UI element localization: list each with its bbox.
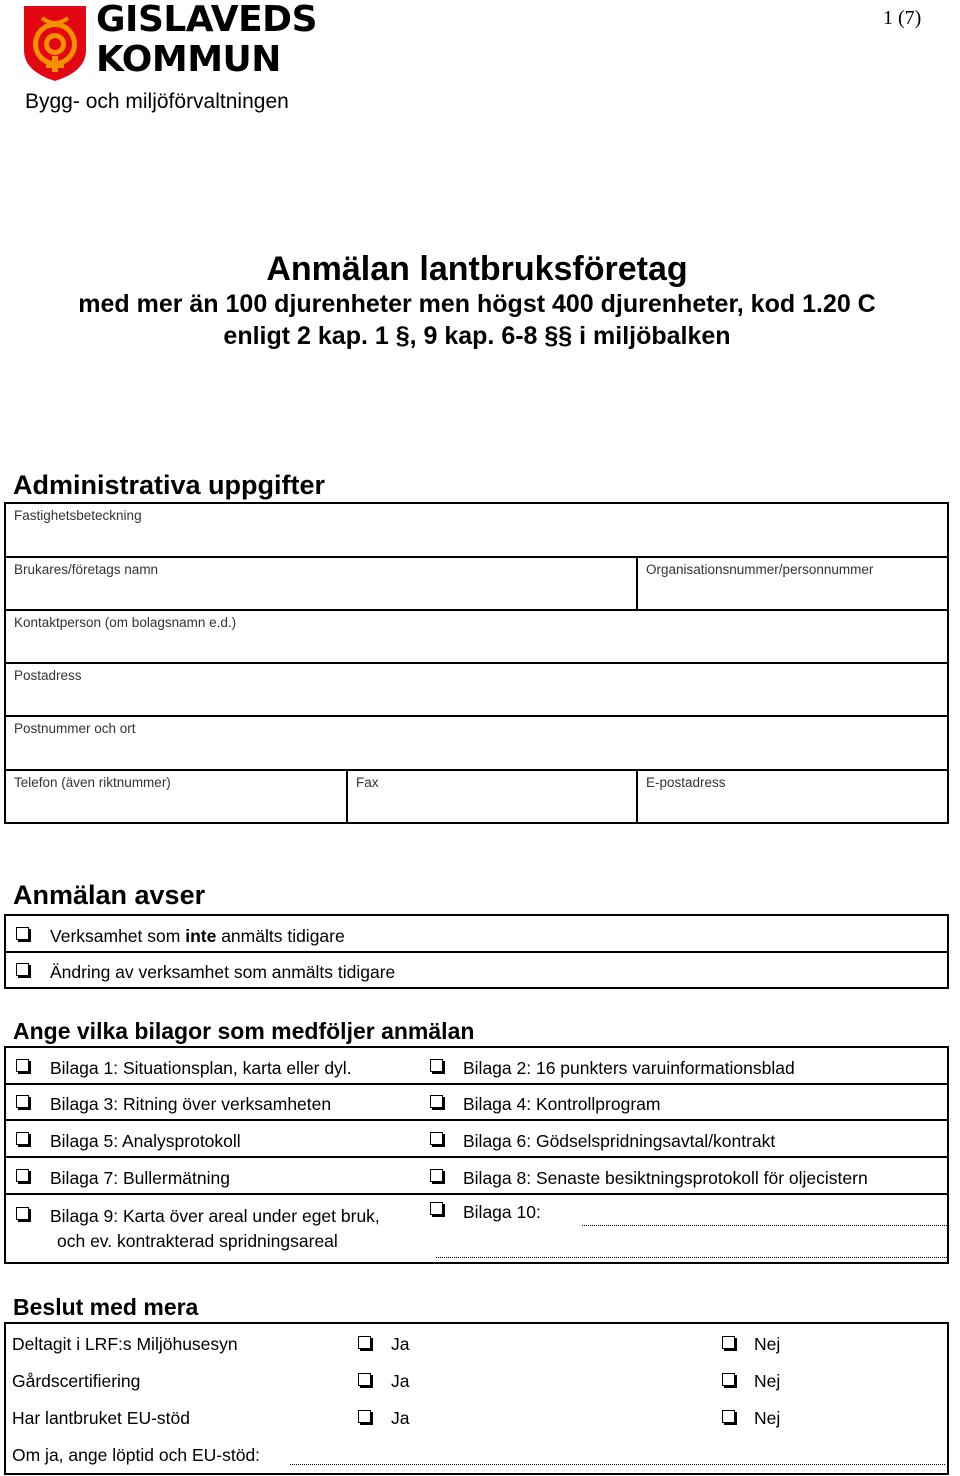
- logo-text-kommun: KOMMUN: [96, 39, 281, 80]
- checkbox-q1-nej[interactable]: [722, 1336, 735, 1349]
- beslut-q3-label: Har lantbruket EU-stöd: [12, 1408, 190, 1428]
- field-postadress[interactable]: [4, 662, 949, 717]
- bilagor-heading: Ange vilka bilagor som medföljer anmälan: [13, 1018, 475, 1044]
- bilaga-9-label-line2: och ev. kontrakterad spridningsareal: [57, 1231, 338, 1251]
- bilaga-5-label: Bilaga 5: Analysprotokoll: [50, 1131, 241, 1151]
- bilaga-row-4: [4, 1156, 949, 1195]
- checkbox-bilaga-3[interactable]: [16, 1095, 29, 1108]
- eu-stod-fill-line[interactable]: [290, 1464, 945, 1465]
- field-telefon[interactable]: [4, 769, 348, 824]
- field-label: E-postadress: [646, 775, 726, 790]
- municipality-logo: [22, 4, 88, 82]
- q1-nej-label: Nej: [754, 1334, 781, 1354]
- page-number: 1 (7): [883, 7, 922, 29]
- avser-row-1: [4, 914, 949, 953]
- bilaga-7-label: Bilaga 7: Bullermätning: [50, 1168, 230, 1188]
- bilaga-2-label: Bilaga 2: 16 punkters varuinformationsblad: [463, 1058, 795, 1078]
- field-label: Postnummer och ort: [14, 721, 136, 736]
- q1-ja-label: Ja: [391, 1334, 410, 1354]
- bilaga-4-label: Bilaga 4: Kontrollprogram: [463, 1094, 661, 1114]
- bilaga-9-label-line1: Bilaga 9: Karta över areal under eget bruk,: [50, 1206, 380, 1226]
- q3-nej-label: Nej: [754, 1408, 781, 1428]
- field-brukare-namn[interactable]: [4, 556, 638, 611]
- q2-ja-label: Ja: [391, 1371, 410, 1391]
- bilaga-row-2: [4, 1083, 949, 1121]
- field-epost[interactable]: [636, 769, 949, 824]
- option-andring-label: Ändring av verksamhet som anmälts tidigare: [50, 962, 396, 982]
- checkbox-bilaga-7[interactable]: [16, 1169, 29, 1182]
- logo-text-gislaveds: GISLAVEDS: [96, 0, 317, 40]
- beslut-q1-label: Deltagit i LRF:s Miljöhusesyn: [12, 1334, 238, 1354]
- checkbox-q2-nej[interactable]: [722, 1373, 735, 1386]
- form-subtitle-line2: enligt 2 kap. 1 §, 9 kap. 6-8 §§ i miljöbalken: [223, 322, 731, 350]
- field-label: Fax: [356, 775, 379, 790]
- checkbox-bilaga-10[interactable]: [430, 1202, 443, 1215]
- bilaga-1-label: Bilaga 1: Situationsplan, karta eller dyl.: [50, 1058, 352, 1078]
- bilaga-3-label: Bilaga 3: Ritning över verksamheten: [50, 1094, 332, 1114]
- bilaga-row-3: [4, 1119, 949, 1158]
- beslut-box: [4, 1322, 949, 1475]
- field-label: Postadress: [14, 668, 82, 683]
- beslut-q4-label: Om ja, ange löptid och EU-stöd:: [12, 1445, 261, 1465]
- checkbox-bilaga-8[interactable]: [430, 1169, 443, 1182]
- form-title: Anmälan lantbruksföretag: [266, 250, 688, 288]
- avser-heading: Anmälan avser: [13, 880, 206, 910]
- field-label: Kontaktperson (om bolagsnamn e.d.): [14, 615, 237, 630]
- field-label: Telefon (även riktnummer): [14, 775, 171, 790]
- checkbox-bilaga-6[interactable]: [430, 1132, 443, 1145]
- bilaga-8-label: Bilaga 8: Senaste besiktningsprotokoll för oljecistern: [463, 1168, 868, 1188]
- q3-ja-label: Ja: [391, 1408, 410, 1428]
- bilaga-row-5: [4, 1193, 949, 1264]
- department-name: Bygg- och miljöförvaltningen: [25, 90, 289, 113]
- checkbox-q3-ja[interactable]: [358, 1410, 371, 1423]
- checkbox-q1-ja[interactable]: [358, 1336, 371, 1349]
- checkbox-bilaga-9[interactable]: [16, 1207, 29, 1220]
- beslut-heading: Beslut med mera: [13, 1294, 199, 1320]
- form-subtitle-line1: med mer än 100 djurenheter men högst 400 djurenheter, kod 1.20 C: [78, 290, 876, 318]
- bilaga-row-1: [4, 1046, 949, 1085]
- checkbox-bilaga-4[interactable]: [430, 1095, 443, 1108]
- field-postnummer-ort[interactable]: [4, 715, 949, 771]
- bilaga-10-fill-line-1[interactable]: [582, 1225, 947, 1226]
- option-ny-verksamhet-label: Verksamhet som inte anmälts tidigare: [50, 926, 345, 946]
- checkbox-bilaga-5[interactable]: [16, 1132, 29, 1145]
- field-kontaktperson[interactable]: [4, 609, 949, 664]
- bilaga-10-fill-line-2[interactable]: [436, 1257, 947, 1258]
- bilaga-10-label: Bilaga 10:: [463, 1202, 541, 1222]
- field-organisationsnummer[interactable]: [636, 556, 949, 611]
- avser-row-2: [4, 951, 949, 989]
- checkbox-bilaga-1[interactable]: [16, 1059, 29, 1072]
- field-label: Fastighetsbeteckning: [14, 508, 142, 523]
- field-fax[interactable]: [346, 769, 638, 824]
- bilaga-6-label: Bilaga 6: Gödselspridningsavtal/kontrakt: [463, 1131, 776, 1151]
- field-label: Organisationsnummer/personnummer: [646, 562, 874, 577]
- checkbox-andring-verksamhet[interactable]: [16, 963, 29, 976]
- checkbox-bilaga-2[interactable]: [430, 1059, 443, 1072]
- field-fastighetsbeteckning[interactable]: [4, 502, 949, 558]
- checkbox-q2-ja[interactable]: [358, 1373, 371, 1386]
- admin-heading: Administrativa uppgifter: [13, 470, 326, 500]
- beslut-q2-label: Gårdscertifiering: [12, 1371, 141, 1391]
- field-label: Brukares/företags namn: [14, 562, 159, 577]
- q2-nej-label: Nej: [754, 1371, 781, 1391]
- checkbox-ny-verksamhet[interactable]: [16, 927, 29, 940]
- checkbox-q3-nej[interactable]: [722, 1410, 735, 1423]
